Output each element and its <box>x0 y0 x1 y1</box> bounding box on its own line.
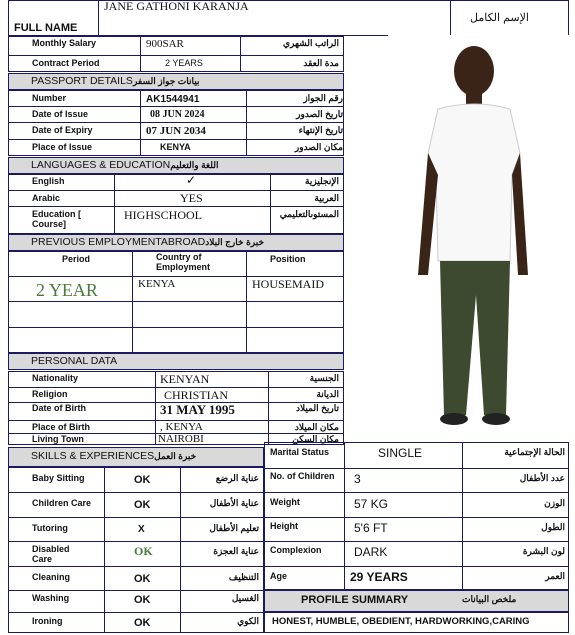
children-label: No. of Children <box>270 471 335 481</box>
passport-number-ar: رقم الجواز <box>303 93 343 103</box>
expiry-label: Date of Expiry <box>32 125 93 135</box>
employment-period: 2 YEAR <box>36 280 98 300</box>
skill-label-cleaning: Cleaning <box>32 572 71 582</box>
religion-ar: الديانة <box>316 389 339 399</box>
place-issue-value: KENYA <box>160 142 191 152</box>
dob-ar: تاريخ الميلاد <box>296 403 339 413</box>
weight-label: Weight <box>270 497 300 507</box>
skill-value-washing: OK <box>134 594 151 606</box>
skill-label-tutoring: Tutoring <box>32 523 68 533</box>
place-issue-label: Place of Issue <box>32 142 93 152</box>
passport-number-label: Number <box>32 93 67 103</box>
religion-label: Religion <box>32 389 68 399</box>
marital-ar: الحالة الإجتماعية <box>504 447 565 457</box>
skill-value-cleaning: OK <box>134 573 151 585</box>
skill-ar-washing: الغسيل <box>231 593 259 603</box>
arabic-label: Arabic <box>32 193 61 203</box>
marital-label: Marital Status <box>270 447 330 457</box>
expiry-value: 07 JUN 2034 <box>146 125 206 137</box>
children-ar: عدد الأطفال <box>519 473 565 483</box>
period-label: Contract Period <box>32 58 100 68</box>
profile-section-header: PROFILE SUMMARY <box>264 590 569 612</box>
skill-ar-ironing: الكوي <box>237 616 259 626</box>
passport-section-header: PASSPORT DETAILSبيانات جواز السفر <box>8 73 344 90</box>
candidate-photo <box>388 35 570 441</box>
full-name-ar: الإسم الكامل <box>470 12 529 24</box>
languages-section-header: LANGUAGES & EDUCATIONاللغة والتعليم <box>8 157 344 174</box>
employment-section-header: PREVIOUS EMPLOYMENTABROADخبرة خارج البلاد <box>8 234 344 251</box>
skill-ar-tutoring: تعليم الأطفال <box>209 523 259 533</box>
stats-table <box>264 442 569 590</box>
weight-ar: الوزن <box>544 498 565 508</box>
pob-ar: مكان الميلاد <box>294 422 339 432</box>
dob-value: 31 MAY 1995 <box>160 402 235 417</box>
expiry-ar: تاريخ الإنتهاء <box>298 125 343 135</box>
height-value: 5'6 FT <box>354 521 388 535</box>
age-value: 29 YEARS <box>350 570 408 584</box>
nationality-ar: الجنسية <box>309 373 339 383</box>
skill-label-children-care: Children Care <box>32 498 92 508</box>
religion-value: CHRISTIAN <box>164 388 229 402</box>
education-value: HIGHSCHOOL <box>124 208 202 222</box>
issue-value: 08 JUN 2024 <box>150 109 205 120</box>
period-value: 2 YEARS <box>165 58 203 68</box>
skill-label-washing: Washing <box>32 593 70 603</box>
arabic-value: YES <box>180 191 203 205</box>
education-ar: المستوىالتعليمي <box>279 209 339 219</box>
nationality-value: KENYAN <box>160 372 210 386</box>
issue-label: Date of Issue <box>32 109 89 119</box>
skill-ar-cleaning: التنظيف <box>228 572 259 582</box>
salary-label: Monthly Salary <box>32 38 97 48</box>
complexion-ar: لون البشرة <box>522 546 565 556</box>
skills-section-header: SKILLS & EXPERIENCESخبرة العمل <box>8 447 264 467</box>
skill-value-tutoring: X <box>138 524 145 535</box>
profile-ar: ملخص البيانات <box>462 594 517 604</box>
skill-value-children-care: OK <box>134 499 151 511</box>
children-value: 3 <box>354 472 361 486</box>
skill-label-ironing: Ironing <box>32 616 63 626</box>
full-name-label: FULL NAME <box>14 22 78 34</box>
col-country: Country of Employment <box>156 252 211 272</box>
complexion-label: Complexion <box>270 545 322 555</box>
marital-value: SINGLE <box>378 446 423 460</box>
skill-ar-disabled-care: عناية العجزة <box>213 546 259 556</box>
nationality-label: Nationality <box>32 373 79 383</box>
passport-number-value: AK1544941 <box>146 94 200 105</box>
complexion-value: DARK <box>354 545 388 559</box>
pob-value: , KENYA <box>160 421 203 433</box>
town-value: NAIROBI <box>158 433 204 445</box>
age-label: Age <box>270 571 288 581</box>
arabic-ar: العربية <box>314 193 339 203</box>
english-label: English <box>32 176 65 186</box>
col-position: Position <box>270 254 306 264</box>
skill-label-disabled-care: Disabled Care <box>32 544 70 564</box>
skill-label-baby-sitting: Baby Sitting <box>32 473 85 483</box>
col-period: Period <box>62 254 91 264</box>
salary-ar: الراتب الشهري <box>283 38 339 48</box>
skill-value-baby-sitting: OK <box>134 474 151 486</box>
personal-section-header: PERSONAL DATA <box>8 353 344 370</box>
employment-country: KENYA <box>138 278 176 290</box>
weight-value: 57 KG <box>354 497 389 511</box>
period-ar: مدة العقد <box>303 58 339 68</box>
age-ar: العمر <box>545 571 565 581</box>
skill-value-ironing: OK <box>134 617 151 629</box>
skill-ar-children-care: عناية الأطفال <box>209 498 259 508</box>
pob-label: Place of Birth <box>32 422 91 432</box>
dob-label: Date of Birth <box>32 403 86 413</box>
height-ar: الطول <box>541 522 565 532</box>
full-name-value: JANE GATHONI KARANJA <box>104 0 249 13</box>
issue-ar: تاريخ الصدور <box>296 109 343 119</box>
english-ar: الإنجليزية <box>305 176 339 186</box>
salary-value: 900SAR <box>146 38 184 50</box>
employment-position: HOUSEMAID <box>252 277 324 291</box>
profile-summary: HONEST, HUMBLE, OBEDIENT, HARDWORKING,CARING <box>272 616 530 627</box>
skill-ar-baby-sitting: عناية الرضع <box>215 473 259 483</box>
english-check: ✓ <box>186 173 197 187</box>
skill-value-disabled-care: OK <box>134 544 153 558</box>
education-label: Education [ Course] <box>32 209 81 229</box>
town-ar: مكان السكن <box>292 434 339 444</box>
place-issue-ar: مكان الصدور <box>294 142 343 152</box>
town-label: Living Town <box>32 434 84 444</box>
height-label: Height <box>270 521 298 531</box>
